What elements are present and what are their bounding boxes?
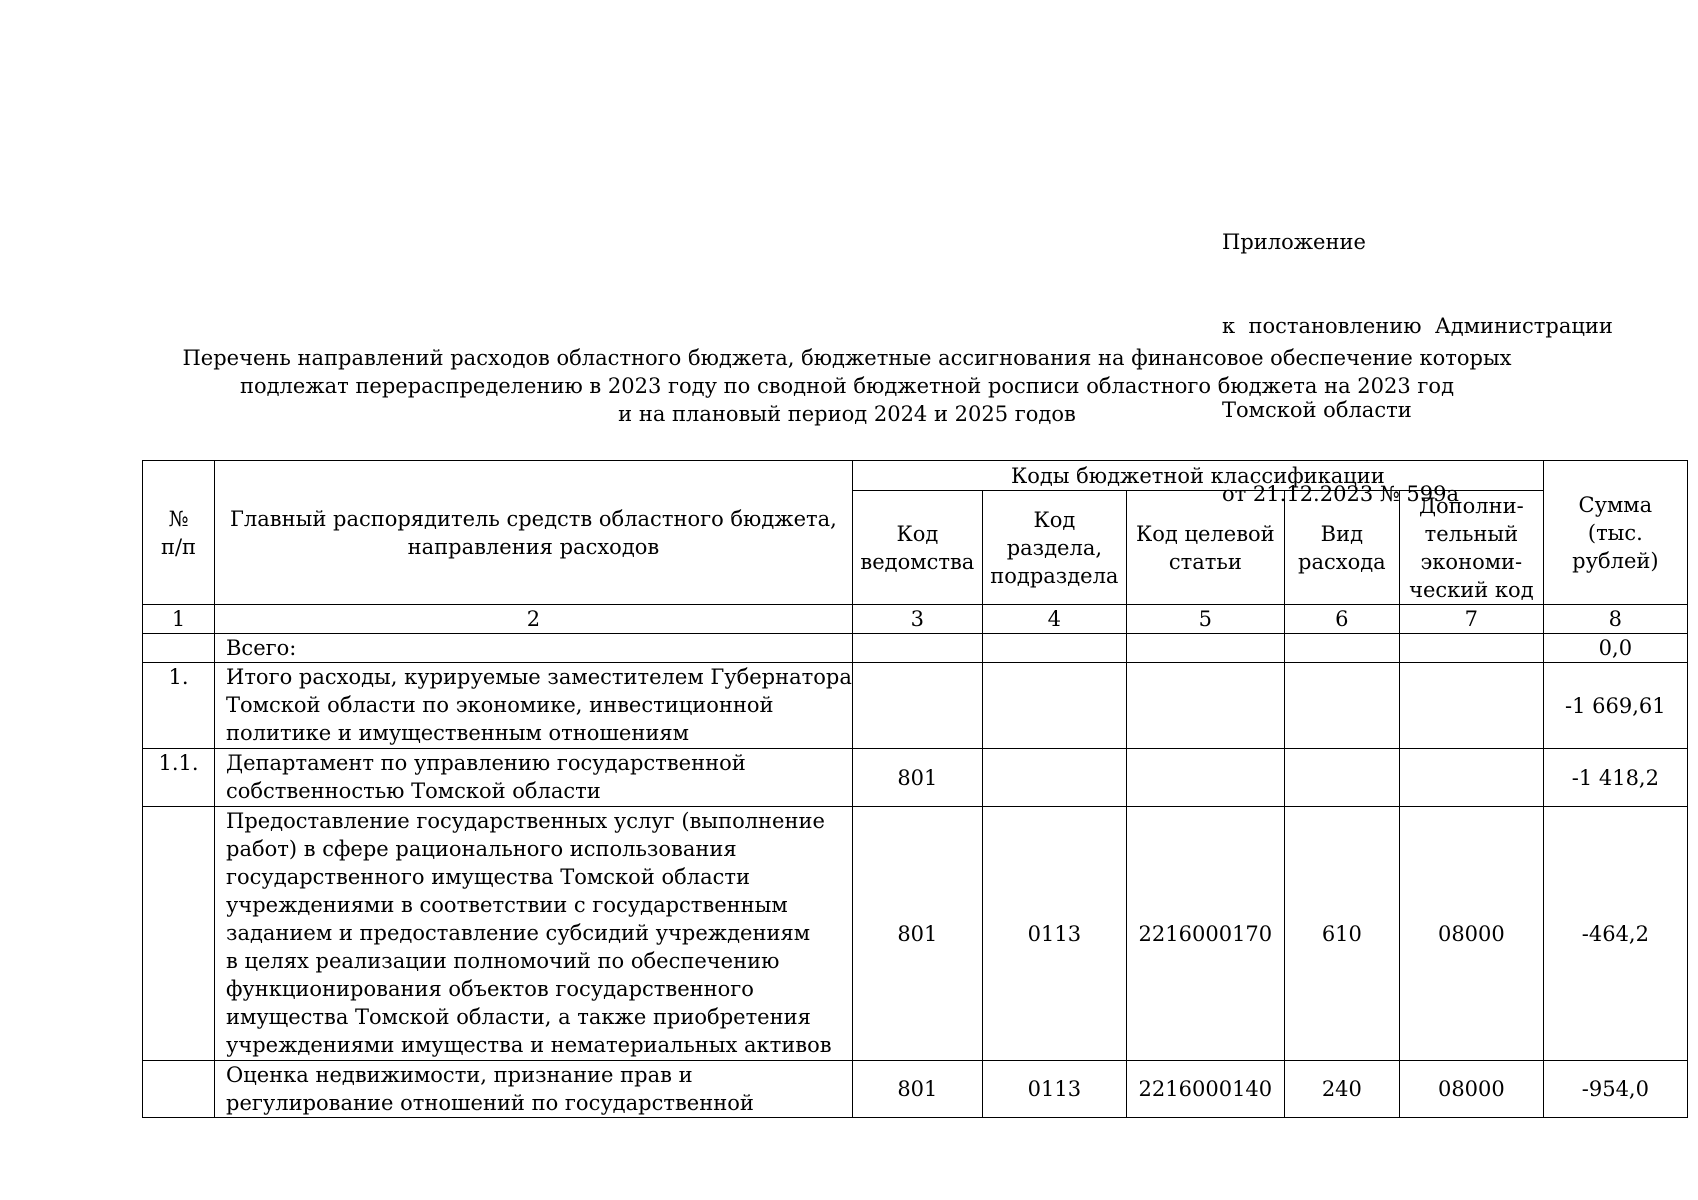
cell-exptype [1284,634,1399,663]
cell-num [143,1061,215,1118]
appendix-line: к постановлению Администрации [1222,314,1613,338]
title-line: Перечень направлений расходов областного бюджета, бюджетные ассигнования на финансовое обеспечение которых [182,346,1512,370]
header-codes-group: Коды бюджетной классификации [852,461,1543,491]
cell-dept: 801 [852,1061,982,1118]
table-row [143,1061,1688,1118]
column-number: 5 [1126,605,1284,634]
header-target: Код целевой статьи [1126,491,1284,605]
cell-num [143,807,215,1061]
budget-table [142,460,1688,1118]
header-sum: Сумма (тыс. рублей) [1543,461,1687,605]
column-number: 4 [982,605,1126,634]
header-econ: Дополни- тельный экономи- ческий код [1399,491,1543,605]
cell-target: 2216000140 [1126,1061,1284,1118]
cell-name: Предоставление государственных услуг (выполнение работ) в сфере рационального использования государственного имущества Томской области учреждениями в соответствии с государственным заданием и предоставление субсидий учреждениям в целях реализации полномочий по обеспечению функционирования объектов государственного имущества Томской области, а также приобретения учреждениями имущества и нематериальных активов [215,807,853,1061]
cell-exptype: 240 [1284,1061,1399,1118]
cell-section [982,663,1126,749]
cell-section: 0113 [982,1061,1126,1118]
column-number: 1 [143,605,215,634]
cell-section [982,634,1126,663]
cell-target [1126,749,1284,807]
cell-name: Оценка недвижимости, признание прав и регулирование отношений по государственной [215,1061,853,1118]
cell-target [1126,663,1284,749]
cell-econ [1399,663,1543,749]
cell-econ: 08000 [1399,807,1543,1061]
cell-sum: -464,2 [1543,807,1687,1061]
column-numbers-row [143,605,1688,634]
column-number: 6 [1284,605,1399,634]
cell-num: 1. [143,663,215,749]
cell-name: Департамент по управлению государственной собственностью Томской области [215,749,853,807]
title-line: и на плановый период 2024 и 2025 годов [618,402,1076,426]
cell-target: 2216000170 [1126,807,1284,1061]
cell-target [1126,634,1284,663]
cell-name: Итого расходы, курируемые заместителем Губернатора Томской области по экономике, инвестиционной политике и имущественным отношениям [215,663,853,749]
cell-section [982,749,1126,807]
cell-econ: 08000 [1399,1061,1543,1118]
cell-name: Всего: [215,634,853,663]
appendix-line: Томской области [1222,398,1412,422]
cell-num [143,634,215,663]
cell-sum: -1 669,61 [1543,663,1687,749]
cell-sum: 0,0 [1543,634,1687,663]
cell-dept: 801 [852,749,982,807]
column-number: 2 [215,605,853,634]
appendix-line: Приложение [1222,230,1366,254]
column-number: 3 [852,605,982,634]
column-number: 7 [1399,605,1543,634]
table-row [143,749,1688,807]
cell-sum: -954,0 [1543,1061,1687,1118]
cell-dept: 801 [852,807,982,1061]
header-manager: Главный распорядитель средств областного бюджета, направления расходов [215,461,853,605]
header-dept: Код ведомства [852,491,982,605]
table-row [143,663,1688,749]
cell-exptype [1284,663,1399,749]
cell-sum: -1 418,2 [1543,749,1687,807]
header-section: Код раздела, подраздела [982,491,1126,605]
header-num: № п/п [143,461,215,605]
cell-exptype [1284,749,1399,807]
cell-exptype: 610 [1284,807,1399,1061]
table-row [143,634,1688,663]
header-exptype: Вид расхода [1284,491,1399,605]
document-title [142,344,1552,428]
title-line: подлежат перераспределению в 2023 году по сводной бюджетной росписи областного бюджета на 2023 год [239,374,1455,398]
cell-section: 0113 [982,807,1126,1061]
table-row [143,807,1688,1061]
cell-dept [852,634,982,663]
cell-econ [1399,749,1543,807]
cell-dept [852,663,982,749]
column-number: 8 [1543,605,1687,634]
cell-econ [1399,634,1543,663]
cell-num: 1.1. [143,749,215,807]
appendix-line: от 21.12.2023 № 599а [1222,482,1459,506]
